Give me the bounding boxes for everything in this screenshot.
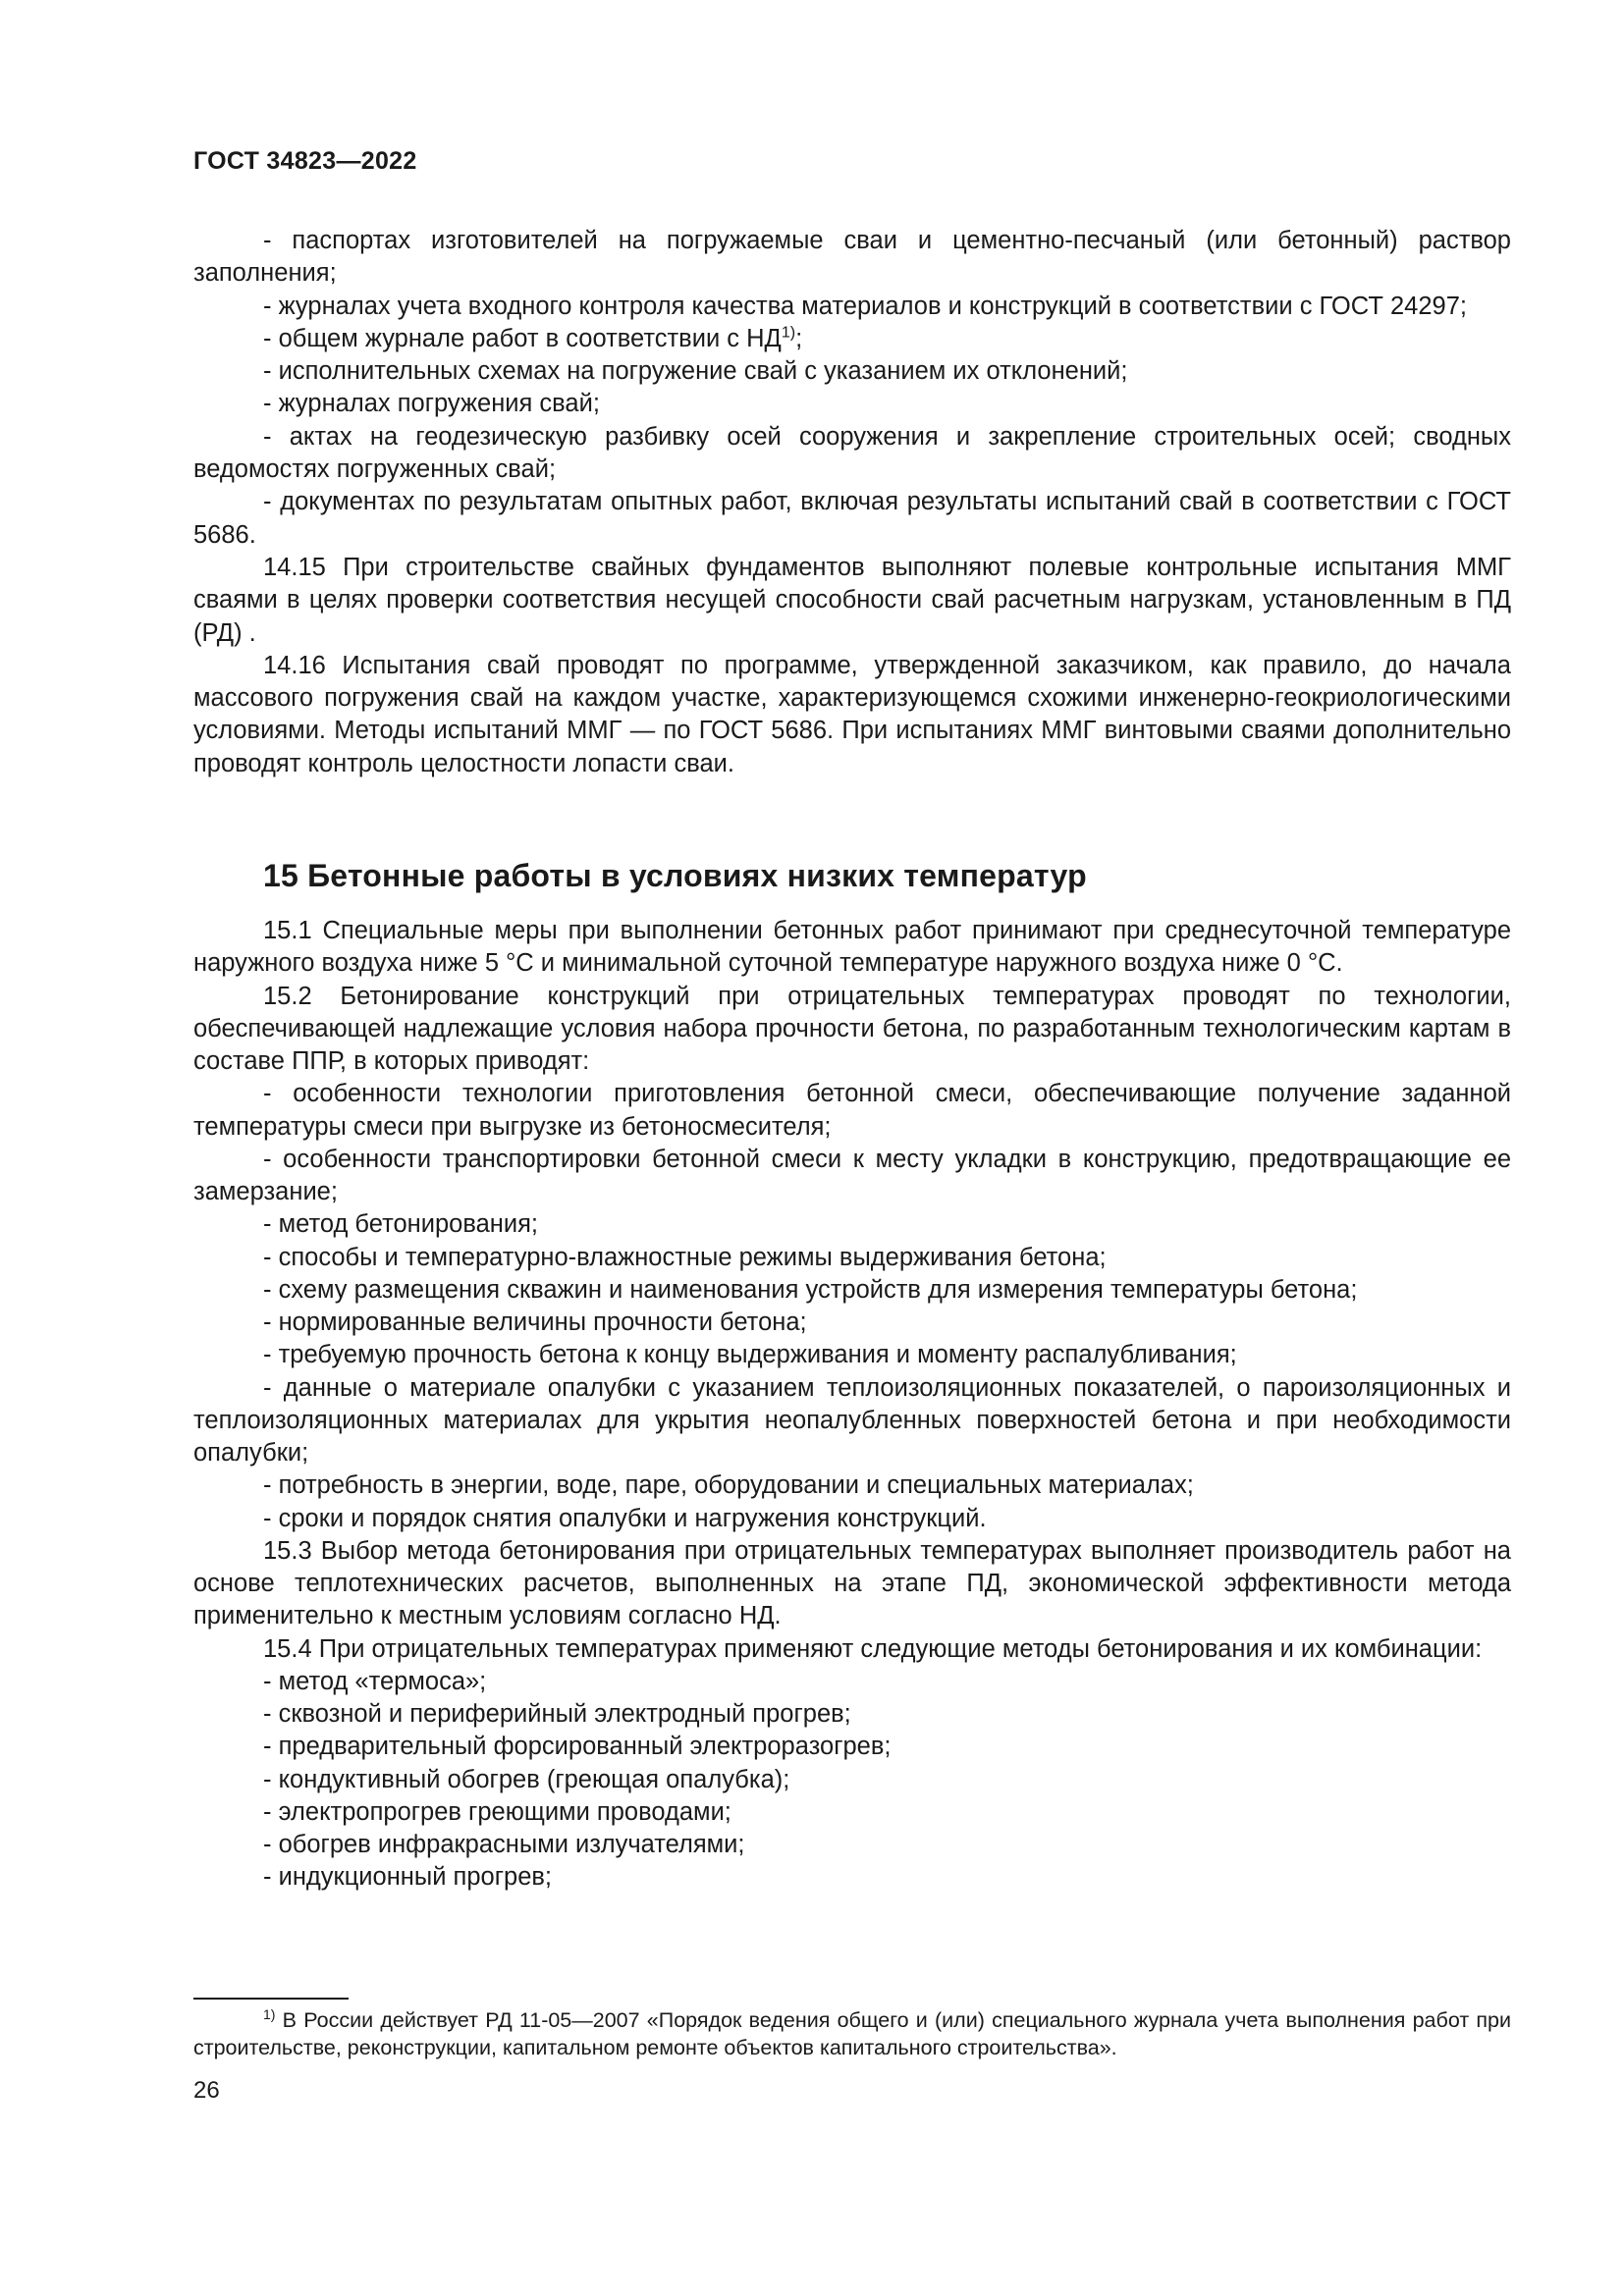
paragraph: 15.1 Специальные меры при выполнении бетонных работ принимают при среднесуточной температуре наружного воздуха ниже 5 °С и минимальной суточной температуре наружного воздуха ниже 0 °С. xyxy=(193,917,1511,978)
list-item: - нормированные величины прочности бетона; xyxy=(263,1308,807,1336)
paragraph-tail: ; xyxy=(795,324,803,352)
list-item: - особенности транспортировки бетонной смеси к месту укладки в конструкцию, предотвращающие ее замерзание; xyxy=(193,1145,1511,1205)
list-item: - требуемую прочность бетона к концу выдерживания и моменту распалубливания; xyxy=(263,1341,1237,1369)
paragraph: - актах на геодезическую разбивку осей сооружения и закрепление строительных осей; сводных ведомостях погруженных свай; xyxy=(193,422,1511,484)
paragraph: - документах по результатам опытных работ, включая результаты испытаний свай в соответствии с ГОСТ 5686. xyxy=(193,488,1511,549)
paragraph: - журналах погружения свай; xyxy=(263,390,600,418)
paragraph: - исполнительных схемах на погружение свай с указанием их отклонений; xyxy=(263,357,1128,386)
footnote-divider xyxy=(193,1998,349,2000)
list-item: - сквозной и периферийный электродный прогрев; xyxy=(263,1700,851,1728)
footnote-text: В России действует РД 11-05—2007 «Порядок ведения общего и (или) специального журнала учета выполнения работ при строительстве, реконструкции, капитальном ремонте объектов капитального строительства». xyxy=(193,2008,1511,2059)
footnote xyxy=(193,2006,1511,2061)
list-item: - обогрев инфракрасными излучателями; xyxy=(263,1831,745,1858)
list-item: - индукционный прогрев; xyxy=(263,1863,553,1892)
section-heading: 15 Бетонные работы в условиях низких температур xyxy=(263,858,1087,893)
list-item: - метод «термоса»; xyxy=(263,1667,487,1695)
page-number: 26 xyxy=(193,2077,220,2104)
document-header: ГОСТ 34823—2022 xyxy=(193,147,417,175)
paragraph: 14.15 При строительстве свайных фундаментов выполняют полевые контрольные испытания ММГ сваями в целях проверки соответствия несущей способности свай расчетным нагрузкам, установленным в ПД (РД) . xyxy=(193,553,1511,647)
list-item: - способы и температурно-влажностные режимы выдерживания бетона; xyxy=(263,1243,1107,1271)
list-item: - схему размещения скважин и наименования устройств для измерения температуры бетона; xyxy=(263,1275,1358,1304)
body-text-upper xyxy=(193,225,1511,780)
paragraph: 15.4 При отрицательных температурах применяют следующие методы бетонирования и их комбинации: xyxy=(263,1634,1483,1663)
list-item: - потребность в энергии, воде, паре, оборудовании и специальных материалах; xyxy=(263,1471,1194,1500)
list-item: - кондуктивный обогрев (греющая опалубка); xyxy=(263,1765,790,1793)
paragraph: - паспортах изготовителей на погружаемые сваи и цементно-песчаный (или бетонный) раствор заполнения; xyxy=(193,227,1511,288)
paragraph: 15.3 Выбор метода бетонирования при отрицательных температурах выполняет производитель работ на основе теплотехнических расчетов, выполненных на этапе ПД, экономической эффективности метода применительно к местным условиям согласно НД. xyxy=(193,1536,1511,1630)
footnote-marker: 1) xyxy=(263,2005,276,2022)
body-text-section-15 xyxy=(193,915,1511,1895)
paragraph-with-footnote-ref xyxy=(193,323,1511,355)
footnote-ref[interactable]: 1) xyxy=(781,324,796,342)
list-item: - метод бетонирования; xyxy=(263,1210,539,1239)
paragraph: - журналах учета входного контроля качества материалов и конструкций в соответствии с ГОСТ 24297; xyxy=(263,292,1467,320)
list-item: - сроки и порядок снятия опалубки и нагружения конструкций. xyxy=(263,1504,987,1532)
list-item: - особенности технологии приготовления бетонной смеси, обеспечивающие получение заданной температуры смеси при выгрузке из бетоносмесителя; xyxy=(193,1080,1511,1141)
paragraph: 15.2 Бетонирование конструкций при отрицательных температурах проводят по технологии, обеспечивающей надлежащие условия набора прочности бетона, по разработанным технологическим картам в составе ППР, в которых приводят: xyxy=(193,982,1511,1075)
list-item: - данные о материале опалубки с указанием теплоизоляционных показателей, о пароизоляционных и теплоизоляционных материалах для укрытия неопалубленных поверхностей бетона и при необходимости опалубки; xyxy=(193,1373,1511,1467)
paragraph-text: - общем журнале работ в соответствии с НД xyxy=(263,324,782,352)
paragraph: 14.16 Испытания свай проводят по программе, утвержденной заказчиком, как правило, до начала массового погружения свай на каждом участке, характеризующемся схожими инженерно-геокриологическими условиями. Методы испытаний ММГ — по ГОСТ 5686. При испытаниях ММГ винтовыми сваями дополнительно проводят контроль целостности лопасти сваи. xyxy=(193,651,1511,777)
list-item: - электропрогрев греющими проводами; xyxy=(263,1797,731,1826)
list-item: - предварительный форсированный электроразогрев; xyxy=(263,1733,892,1761)
